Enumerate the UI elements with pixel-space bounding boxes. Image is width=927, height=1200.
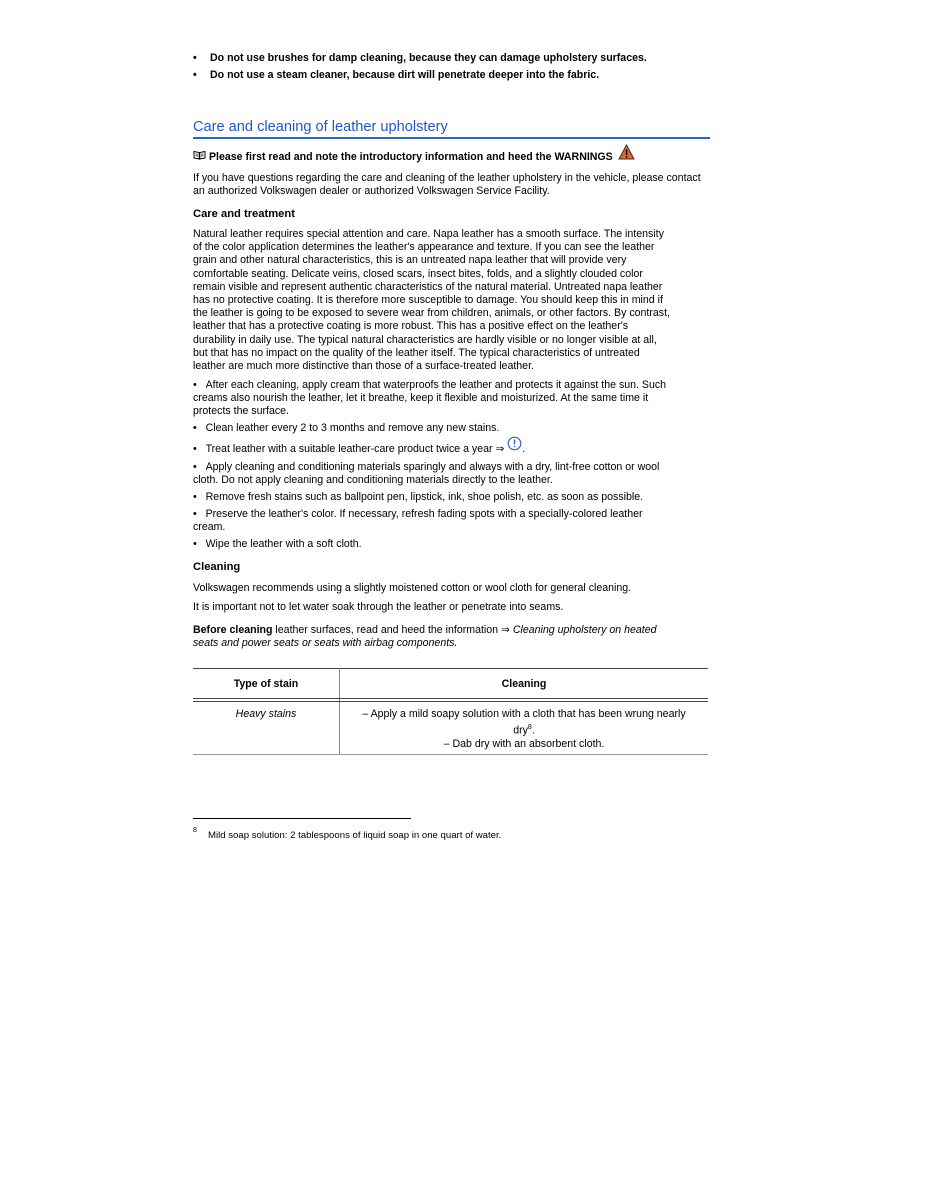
warning-triangle-icon[interactable] — [618, 144, 635, 164]
footnote-number: 8 — [193, 827, 197, 834]
care-heading: Care and treatment — [193, 208, 295, 220]
cleaning-step-cont: dry — [513, 724, 528, 737]
intro-text: If you have questions regarding the care and cleaning of the leather upholstery in the vehicle, please contact an authorized Volkswagen dealer or authorized Volkswagen Service Facility. — [193, 172, 701, 198]
list-item-suffix: . — [522, 443, 526, 455]
bullet-dot: • — [193, 443, 197, 455]
list-item: • — [193, 69, 197, 81]
table-bottom-rule — [193, 754, 708, 755]
list-item-text: cloth. Do not apply cleaning and conditioning materials directly to the leather. — [193, 474, 553, 487]
list-item-text: Remove fresh stains such as ballpoint pen, lipstick, ink, shoe polish, etc. as soon as possible. — [205, 491, 644, 503]
paragraph-line: remain visible and represent authentic characteristics of the natural material. Untreated napa leather — [193, 280, 663, 293]
before-cleaning-paragraph — [193, 624, 657, 650]
list-item — [193, 422, 499, 435]
cleaning-step: – Dab dry with an absorbent cloth. — [443, 737, 605, 750]
list-item — [193, 379, 666, 419]
before-cleaning-text: leather surfaces, read and heed the information ⇒ — [272, 624, 513, 636]
list-item — [193, 508, 643, 534]
list-item-text: Wipe the leather with a soft cloth. — [205, 538, 362, 550]
cleaning-heading: Cleaning — [193, 561, 241, 573]
paragraph-line: durability in daily use. The typical natural characteristics are hardly visible or no longer visible at all, — [193, 333, 657, 346]
bullet-dot: • — [193, 538, 197, 550]
paragraph-line: Natural leather requires special attention and care. Napa leather has a smooth surface. The intensity — [193, 228, 664, 240]
table-header-rule-1 — [193, 698, 708, 699]
before-cleaning-bold: Before cleaning — [193, 624, 273, 636]
footnote-separator — [193, 818, 411, 819]
bullet-dot: • — [193, 422, 197, 434]
paragraph-line: grain and other natural characteristics, this is an untreated napa leather that will provide very — [193, 254, 627, 267]
footnote-ref[interactable]: 8 — [527, 724, 532, 732]
paragraph-line: the leather is going to be exposed to severe wear from children, animals, or other factors. By contrast, — [193, 307, 670, 320]
list-item: • — [193, 52, 197, 64]
paragraph-line: has no protective coating. It is therefore more susceptible to damage. You should keep this in mind if — [193, 294, 663, 307]
cross-reference-link[interactable]: Cleaning upholstery on heated — [512, 624, 657, 636]
list-item — [193, 443, 525, 456]
cleaning-paragraph-2: It is important not to let water soak through the leather or penetrate into seams. — [193, 601, 564, 613]
list-item-text: Treat leather with a suitable leather-care product twice a year ⇒ — [205, 443, 505, 455]
table-header-type: Type of stain — [233, 678, 299, 690]
paragraph-line: leather that has a protective coating is more robust. This has a positive effect on the leather's — [193, 320, 629, 333]
list-item — [193, 491, 643, 504]
cleaning-step: – Apply a mild soapy solution with a cloth that has been wrung nearly — [362, 708, 686, 720]
paragraph-line: but that has no impact on the quality of the leather itself. The typical characteristics of untreated — [193, 346, 640, 359]
list-item — [193, 461, 659, 487]
book-icon — [193, 150, 206, 164]
list-item-text: Clean leather every 2 to 3 months and remove any new stains. — [205, 422, 500, 434]
cleaning-step-end: . — [531, 724, 535, 737]
section-title-rule — [193, 137, 710, 139]
cleaning-paragraph-1: Volkswagen recommends using a slightly moistened cotton or wool cloth for general cleaning. — [193, 582, 632, 594]
table-top-rule — [193, 668, 708, 669]
list-item-text: Preserve the leather's color. If necessary, refresh fading spots with a specially-colored leather — [205, 508, 643, 520]
list-item-text: After each cleaning, apply cream that waterproofs the leather and protects it against the sun. Such — [205, 379, 667, 391]
intro-notice — [193, 150, 635, 164]
cross-reference-link-cont[interactable]: seats and power seats or seats with airbag components. — [193, 637, 458, 650]
list-item-text: Apply cleaning and conditioning materials sparingly and always with a dry, lint-free cotton or wool — [205, 461, 660, 473]
table-cell-type: Heavy stains — [235, 708, 297, 720]
bullet-dot: • — [193, 491, 197, 503]
paragraph-line: of the color application determines the leather's appearance and texture. If you can see the leather — [193, 241, 655, 254]
list-item-text: protects the surface. — [193, 405, 289, 418]
paragraph-line: leather are much more distinctive than those of a surface-treated leather. — [193, 360, 534, 373]
list-item — [193, 538, 362, 551]
footnote-text: Mild soap solution: 2 tablespoons of liquid soap in one quart of water. — [208, 830, 502, 841]
bullet-dot: • — [193, 508, 197, 520]
list-item-text: Do not use brushes for damp cleaning, because they can damage upholstery surfaces. — [210, 52, 647, 64]
bullet-dot: • — [193, 461, 197, 473]
table-header-rule-2 — [193, 701, 708, 702]
paragraph-line: comfortable seating. Delicate veins, closed scars, insect bites, folds, and a slightly clouded color — [193, 267, 643, 280]
intro-notice-text: Please first read and note the introductory information and heed the WARNINGS — [208, 150, 613, 163]
table-header-cleaning: Cleaning — [501, 678, 547, 690]
table-cell-cleaning — [340, 708, 708, 751]
section-title: Care and cleaning of leather upholstery — [193, 119, 448, 135]
care-paragraph — [193, 228, 713, 373]
list-item-text: Do not use a steam cleaner, because dirt will penetrate deeper into the fabric. — [210, 69, 600, 81]
bullet-dot: • — [193, 379, 197, 391]
list-item-text: cream. — [193, 521, 226, 534]
notice-circle-icon[interactable] — [507, 436, 522, 455]
list-item-text: creams also nourish the leather, let it breathe, keep it flexible and moisturized. At the same time it — [193, 392, 649, 405]
